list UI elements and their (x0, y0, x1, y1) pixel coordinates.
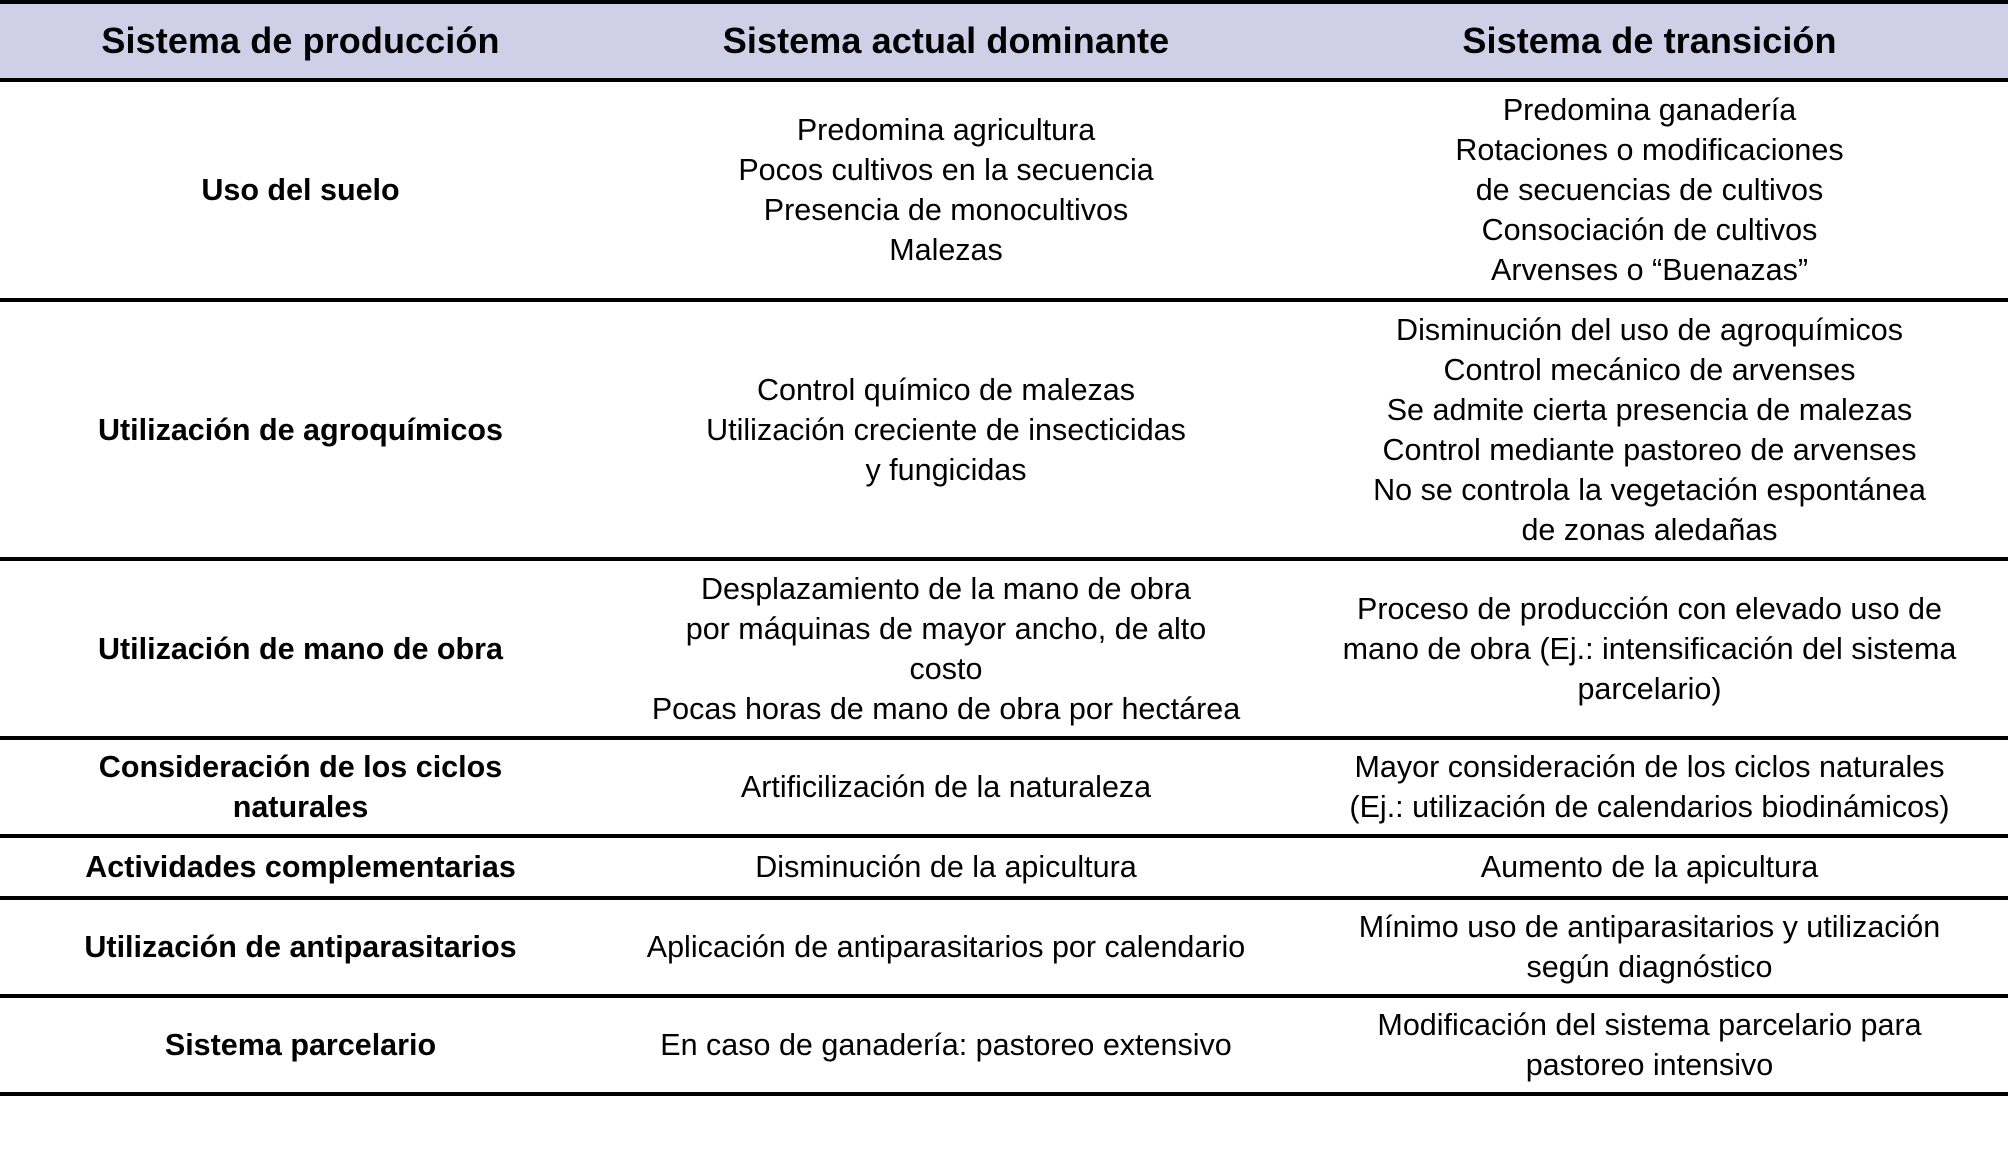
table-row (0, 302, 2008, 561)
row-label-line: Sistema parcelario (164, 1028, 437, 1062)
cell-line: Aplicación de antiparasitarios por calendario (646, 930, 1246, 964)
cell-line: de secuencias de cultivos (1475, 173, 1824, 207)
row-label-line: Utilización de agroquímicos (97, 412, 504, 447)
cell-line: (Ej.: utilización de calendarios biodinámicos) (1349, 790, 1950, 824)
row-label-line: Consideración de los ciclos (98, 750, 503, 784)
cell-line: Artificilización de la naturaleza (740, 770, 1152, 804)
cell-line: Modificación del sistema parcelario para (1377, 1008, 1922, 1042)
cell-current-system (601, 561, 1291, 736)
cell-line: Mínimo uso de antiparasitarios y utilización (1358, 910, 1941, 944)
cell-line: Control químico de malezas (756, 372, 1136, 407)
cell-line: por máquinas de mayor ancho, de alto (685, 611, 1207, 646)
cell-line: Rotaciones o modificaciones (1455, 133, 1844, 167)
cell-line: de zonas aledañas (1521, 512, 1778, 547)
cell-transition-system (1291, 998, 2008, 1092)
cell-line: Arvenses o “Buenazas” (1490, 253, 1809, 287)
cell-line: según diagnóstico (1526, 950, 1773, 984)
cell-line: Se admite cierta presencia de malezas (1386, 392, 1913, 427)
row-label-land-use (0, 82, 601, 298)
cell-line: Predomina ganadería (1502, 93, 1797, 127)
row-label-agrochemicals (0, 302, 601, 557)
cell-line: Control mecánico de arvenses (1443, 352, 1856, 387)
cell-line: Utilización creciente de insecticidas (706, 412, 1186, 447)
cell-line: Desplazamiento de la mano de obra (700, 571, 1191, 606)
cell-line: Mayor consideración de los ciclos naturales (1354, 750, 1945, 784)
cell-line: pastoreo intensivo (1525, 1048, 1774, 1082)
cell-line: Aumento de la apicultura (1480, 850, 1819, 884)
table-row (0, 561, 2008, 740)
cell-current-system (601, 998, 1291, 1092)
cell-line: Malezas (889, 233, 1003, 267)
cell-line: costo (909, 651, 983, 686)
cell-line: En caso de ganadería: pastoreo extensivo (660, 1028, 1232, 1062)
table-row (0, 740, 2008, 838)
table-row (0, 838, 2008, 900)
row-label-line: Actividades complementarias (85, 850, 516, 884)
cell-transition-system (1291, 82, 2008, 298)
cell-transition-system (1291, 561, 2008, 736)
cell-line: Consociación de cultivos (1481, 213, 1818, 247)
cell-current-system (601, 838, 1291, 896)
row-label-antiparasitics (0, 900, 601, 994)
cell-line: Predomina agricultura (796, 113, 1096, 147)
cell-line: Disminución del uso de agroquímicos (1396, 312, 1903, 347)
row-label-natural-cycles (0, 740, 601, 834)
header-current-dominant-system: Sistema actual dominante (722, 20, 1170, 61)
row-label-complementary-activities (0, 838, 601, 896)
table-row (0, 82, 2008, 302)
row-label-line: Utilización de mano de obra (97, 631, 504, 666)
cell-transition-system (1291, 302, 2008, 557)
row-label-line: naturales (232, 790, 369, 824)
cell-current-system (601, 302, 1291, 557)
cell-current-system (601, 900, 1291, 994)
cell-line: parcelario) (1577, 671, 1722, 706)
row-label-plot-system (0, 998, 601, 1092)
cell-line: Pocas horas de mano de obra por hectárea (651, 691, 1241, 726)
cell-transition-system (1291, 900, 2008, 994)
row-label-line: Uso del suelo (201, 173, 400, 207)
table-header-row (0, 4, 2008, 82)
cell-line: mano de obra (Ej.: intensificación del sistema (1342, 631, 1957, 666)
cell-line: Proceso de producción con elevado uso de (1357, 591, 1942, 626)
cell-line: y fungicidas (865, 452, 1027, 487)
cell-line: Presencia de monocultivos (763, 193, 1129, 227)
cell-line: Control mediante pastoreo de arvenses (1382, 432, 1917, 467)
cell-line: Pocos cultivos en la secuencia (738, 153, 1154, 187)
table-row (0, 998, 2008, 1096)
cell-current-system (601, 740, 1291, 834)
cell-transition-system (1291, 838, 2008, 896)
cell-transition-system (1291, 740, 2008, 834)
header-production-system: Sistema de producción (101, 20, 500, 61)
row-label-labor (0, 561, 601, 736)
cell-line: Disminución de la apicultura (755, 850, 1137, 884)
row-label-line: Utilización de antiparasitarios (84, 930, 517, 964)
table-row (0, 900, 2008, 998)
header-transition-system: Sistema de transición (1462, 20, 1837, 61)
cell-line: No se controla la vegetación espontánea (1373, 472, 1926, 507)
cell-current-system (601, 82, 1291, 298)
